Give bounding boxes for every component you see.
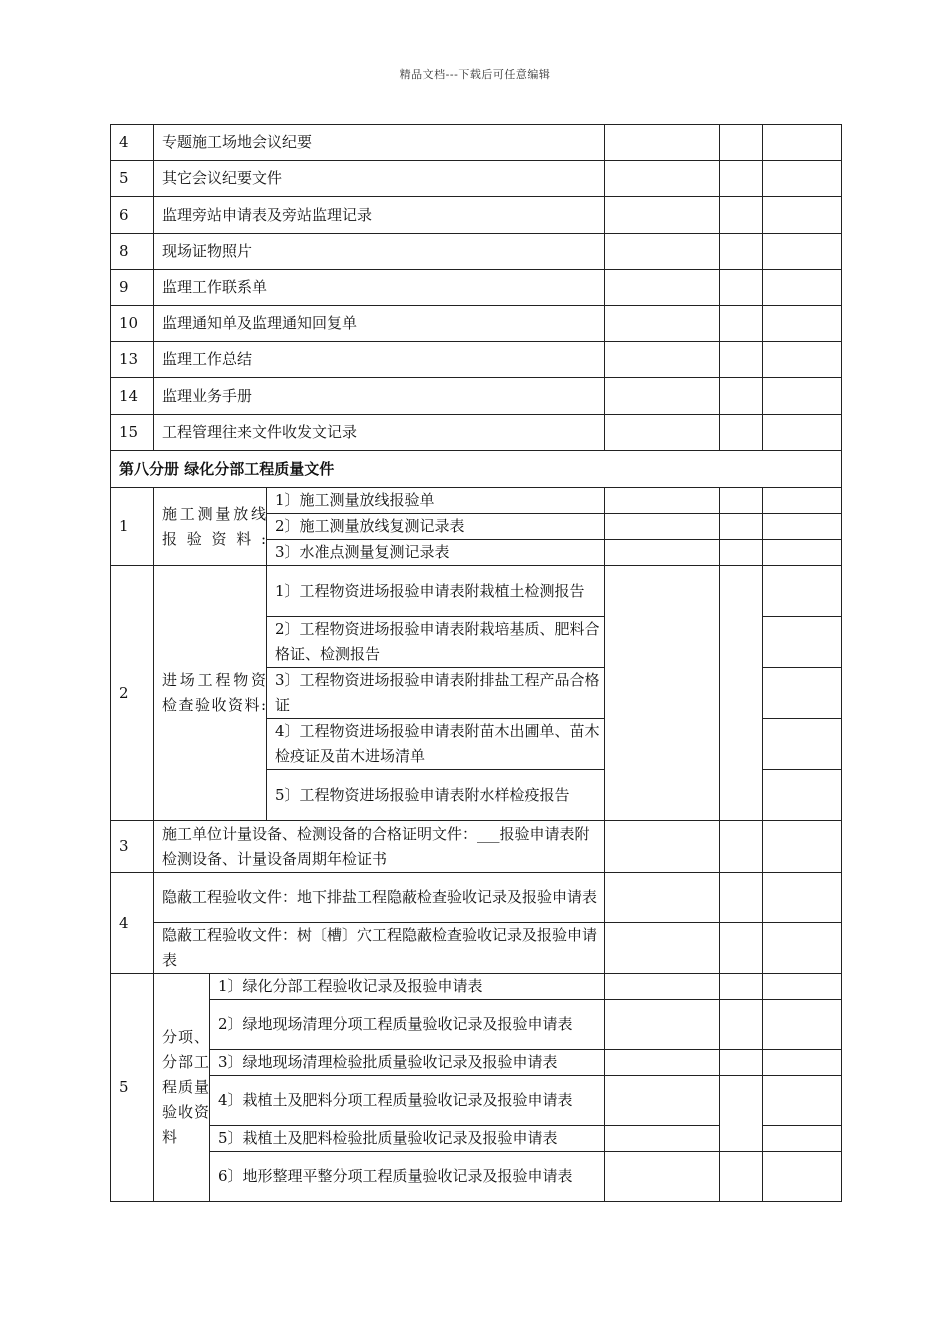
blank-cell xyxy=(605,306,720,342)
list-item: 1〕绿化分部工程验收记录及报验申请表 xyxy=(210,974,605,1000)
row-number: 1 xyxy=(111,488,154,566)
blank-cell xyxy=(720,1152,763,1202)
blank-cell xyxy=(763,306,842,342)
blank-cell xyxy=(720,378,763,415)
blank-cell xyxy=(763,1000,842,1050)
blank-cell xyxy=(720,974,763,1000)
blank-cell xyxy=(605,540,720,566)
blank-cell xyxy=(720,821,763,873)
table-row xyxy=(111,306,842,342)
table-row xyxy=(111,197,842,234)
table-row xyxy=(111,1000,842,1050)
blank-cell xyxy=(763,125,842,161)
blank-cell xyxy=(720,161,763,197)
blank-cell xyxy=(720,566,763,821)
row-text: 监理业务手册 xyxy=(154,378,605,415)
row-number: 2 xyxy=(111,566,154,821)
blank-cell xyxy=(763,873,842,923)
list-item: 3〕工程物资进场报验申请表附排盐工程产品合格证 xyxy=(267,668,605,719)
list-item: 3〕水准点测量复测记录表 xyxy=(267,540,605,566)
list-item: 4〕栽植土及肥料分项工程质量验收记录及报验申请表 xyxy=(210,1076,605,1126)
blank-cell xyxy=(763,415,842,451)
row-text: 工程管理往来文件收发文记录 xyxy=(154,415,605,451)
table-row xyxy=(111,234,842,270)
blank-cell xyxy=(763,270,842,306)
blank-cell xyxy=(763,514,842,540)
blank-cell xyxy=(763,540,842,566)
blank-cell xyxy=(763,488,842,514)
list-item: 2〕工程物资进场报验申请表附栽培基质、肥料合格证、检测报告 xyxy=(267,617,605,668)
list-item: 1〕工程物资进场报验申请表附栽植土检测报告 xyxy=(267,566,605,617)
list-item: 5〕工程物资进场报验申请表附水样检疫报告 xyxy=(267,770,605,821)
row-number: 4 xyxy=(111,873,154,974)
blank-cell xyxy=(605,197,720,234)
table-row xyxy=(111,1076,842,1126)
table-row xyxy=(111,1050,842,1076)
blank-cell xyxy=(720,488,763,514)
row-text: 现场证物照片 xyxy=(154,234,605,270)
blank-cell xyxy=(763,161,842,197)
table-row xyxy=(111,378,842,415)
blank-cell xyxy=(605,161,720,197)
blank-cell xyxy=(720,125,763,161)
list-item: 4〕工程物资进场报验申请表附苗木出圃单、苗木检疫证及苗木进场清单 xyxy=(267,719,605,770)
group-label: 施工测量放线报验资料: xyxy=(154,488,267,566)
list-item: 2〕施工测量放线复测记录表 xyxy=(267,514,605,540)
blank-cell xyxy=(605,488,720,514)
table-row xyxy=(111,161,842,197)
list-item: 5〕栽植土及肥料检验批质量验收记录及报验申请表 xyxy=(210,1126,605,1152)
blank-cell xyxy=(605,514,720,540)
blank-cell xyxy=(763,974,842,1000)
blank-cell xyxy=(720,342,763,378)
table-row xyxy=(111,270,842,306)
group-label: 分项、分部工程质量验收资料 xyxy=(154,974,210,1202)
blank-cell xyxy=(605,1152,720,1202)
row-text: 其它会议纪要文件 xyxy=(154,161,605,197)
blank-cell xyxy=(720,306,763,342)
row-number: 5 xyxy=(111,974,154,1202)
list-item: 1〕施工测量放线报验单 xyxy=(267,488,605,514)
blank-cell xyxy=(763,719,842,770)
group-label: 进场工程物资检查验收资料: xyxy=(154,566,267,821)
blank-cell xyxy=(605,1126,720,1152)
list-item: 3〕绿地现场清理检验批质量验收记录及报验申请表 xyxy=(210,1050,605,1076)
row-number: 3 xyxy=(111,821,154,873)
blank-cell xyxy=(720,540,763,566)
row-number: 13 xyxy=(111,342,154,378)
row-text: 监理旁站申请表及旁站监理记录 xyxy=(154,197,605,234)
blank-cell xyxy=(720,923,763,974)
table-row xyxy=(111,821,842,873)
page-header: 精品文档---下载后可任意编辑 xyxy=(399,68,551,81)
blank-cell xyxy=(763,1152,842,1202)
table-row xyxy=(111,488,842,514)
row-number: 8 xyxy=(111,234,154,270)
row-text: 施工单位计量设备、检测设备的合格证明文件：___报验申请表附检测设备、计量设备周期年检证书 xyxy=(154,821,605,873)
table-row xyxy=(111,873,842,923)
section-row xyxy=(111,451,842,488)
list-item: 隐蔽工程验收文件：树〔槽〕穴工程隐蔽检查验收记录及报验申请表 xyxy=(154,923,605,974)
section-title: 第八分册 绿化分部工程质量文件 xyxy=(111,451,842,488)
row-text: 监理工作总结 xyxy=(154,342,605,378)
row-text: 专题施工场地会议纪要 xyxy=(154,125,605,161)
blank-cell xyxy=(605,873,720,923)
row-number: 4 xyxy=(111,125,154,161)
table-row xyxy=(111,1152,842,1202)
blank-cell xyxy=(605,234,720,270)
blank-cell xyxy=(605,342,720,378)
blank-cell xyxy=(605,566,720,821)
table-row xyxy=(111,974,842,1000)
blank-cell xyxy=(763,668,842,719)
blank-cell xyxy=(763,197,842,234)
blank-cell xyxy=(763,617,842,668)
blank-cell xyxy=(605,923,720,974)
blank-cell xyxy=(763,1050,842,1076)
blank-cell xyxy=(720,1076,763,1152)
blank-cell xyxy=(605,974,720,1000)
blank-cell xyxy=(720,873,763,923)
blank-cell xyxy=(763,923,842,974)
row-number: 5 xyxy=(111,161,154,197)
list-item: 隐蔽工程验收文件：地下排盐工程隐蔽检查验收记录及报验申请表 xyxy=(154,873,605,923)
blank-cell xyxy=(605,821,720,873)
blank-cell xyxy=(605,415,720,451)
blank-cell xyxy=(763,1126,842,1152)
row-text: 监理工作联系单 xyxy=(154,270,605,306)
row-number: 14 xyxy=(111,378,154,415)
blank-cell xyxy=(605,1076,720,1126)
blank-cell xyxy=(763,342,842,378)
row-number: 9 xyxy=(111,270,154,306)
blank-cell xyxy=(605,1050,720,1076)
blank-cell xyxy=(763,566,842,617)
table-row xyxy=(111,566,842,617)
row-number: 10 xyxy=(111,306,154,342)
blank-cell xyxy=(720,270,763,306)
list-item: 2〕绿地现场清理分项工程质量验收记录及报验申请表 xyxy=(210,1000,605,1050)
row-number: 15 xyxy=(111,415,154,451)
blank-cell xyxy=(720,1050,763,1076)
blank-cell xyxy=(763,1076,842,1126)
row-text: 监理通知单及监理通知回复单 xyxy=(154,306,605,342)
document-table xyxy=(110,124,842,1202)
blank-cell xyxy=(605,125,720,161)
blank-cell xyxy=(720,415,763,451)
blank-cell xyxy=(763,378,842,415)
blank-cell xyxy=(720,514,763,540)
list-item: 6〕地形整理平整分项工程质量验收记录及报验申请表 xyxy=(210,1152,605,1202)
row-number: 6 xyxy=(111,197,154,234)
table-row xyxy=(111,415,842,451)
table-row xyxy=(111,923,842,974)
blank-cell xyxy=(720,1000,763,1050)
table-row xyxy=(111,342,842,378)
blank-cell xyxy=(720,234,763,270)
blank-cell xyxy=(763,770,842,821)
blank-cell xyxy=(605,1000,720,1050)
blank-cell xyxy=(605,378,720,415)
blank-cell xyxy=(763,821,842,873)
table-row xyxy=(111,125,842,161)
blank-cell xyxy=(605,270,720,306)
blank-cell xyxy=(763,234,842,270)
blank-cell xyxy=(720,197,763,234)
